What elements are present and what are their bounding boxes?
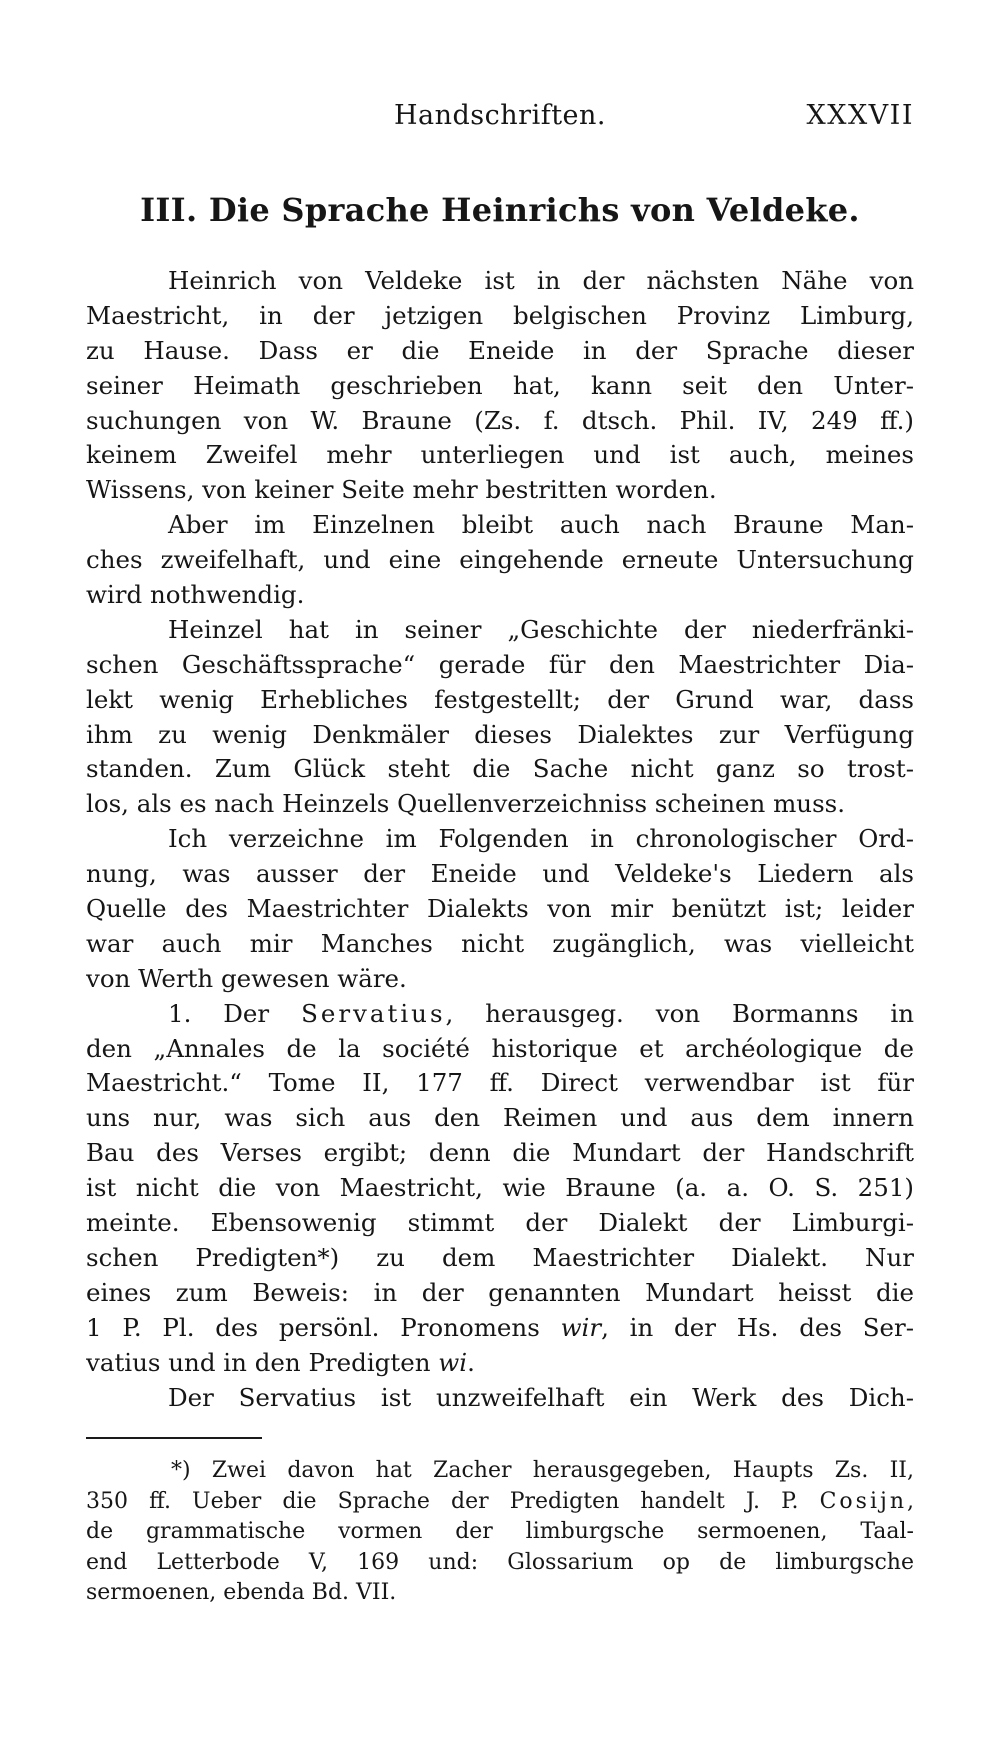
text-line: meinte. Ebensowenig stimmt der Dialekt der Limburgi-: [86, 1208, 914, 1238]
text-line: zu Hause. Dass er die Eneide in der Sprache dieser: [86, 335, 914, 365]
text-line: von Werth gewesen wäre.: [86, 963, 407, 993]
text-line: seiner Heimath geschrieben hat, kann seit den Unter-: [86, 370, 914, 400]
text-line: schen Geschäftssprache“ gerade für den Maestrichter Dia-: [86, 649, 914, 679]
text-line: Heinrich von Veldeke ist in der nächsten Nähe von: [168, 266, 914, 295]
footnote-line: *) Zwei davon hat Zacher herausgegeben, Haupts Zs. II,: [171, 1458, 914, 1483]
work-title-spaced: Servatius: [301, 998, 446, 1028]
text-line: uns nur, was sich aus den Reimen und aus dem innern: [86, 1103, 914, 1133]
text-line: Maestricht, in der jetzigen belgischen Provinz Limburg,: [86, 300, 914, 330]
text-line: standen. Zum Glück steht die Sache nicht ganz so trost-: [86, 754, 914, 784]
text-line: Ich verzeichne im Folgenden in chronologischer Ord-: [168, 824, 914, 854]
text-line: schen Predigten*) zu dem Maestrichter Dialekt. Nur: [86, 1242, 914, 1272]
text-line: war auch mir Manches nicht zugänglich, was vielleicht: [86, 928, 914, 958]
text-line: nung, was ausser der Eneide und Veldeke's Liedern als: [86, 859, 914, 889]
text-line: Wissens, von keiner Seite mehr bestritten worden.: [86, 475, 717, 505]
text-line: [86, 1346, 914, 1381]
text-line-part: 1 P. Pl. des persönl. Pronomens: [86, 1312, 561, 1342]
footnote-line-part: 350 ff. Ueber die Sprache der Predigten handelt J. P.: [86, 1488, 820, 1514]
footnote-line: end Letterbode V, 169 und: Glossarium op de limburgsche: [86, 1549, 914, 1575]
text-line: wird nothwendig.: [86, 580, 305, 610]
text-line: Der Servatius ist unzweifelhaft ein Werk des Dich-: [168, 1382, 914, 1412]
running-head-title: Handschriften.: [393, 100, 607, 131]
italic-word: wir: [560, 1312, 602, 1342]
footnote-line: sermoenen, ebenda Bd. VII.: [86, 1580, 397, 1605]
text-line-part: , herausgeg. von Bormanns in: [445, 998, 914, 1028]
footnote-line: de grammatische vormen der limburgsche sermoenen, Taal-: [86, 1519, 914, 1544]
text-line-part: 1. Der: [168, 998, 302, 1028]
text-line: los, als es nach Heinzels Quellenverzeichniss scheinen muss.: [86, 789, 846, 819]
text-line: [86, 1311, 914, 1346]
footnote-line-part: ,: [907, 1488, 914, 1514]
text-line: den „Annales de la société historique et archéologique de: [86, 1033, 914, 1063]
text-line: ihm zu wenig Denkmäler dieses Dialektes zur Verfügung: [86, 719, 914, 749]
page-number: XXXVII: [806, 100, 914, 131]
footnote-line: [86, 1487, 914, 1518]
text-line-part: , in der Hs. des Ser-: [601, 1312, 914, 1342]
text-line: ches zweifelhaft, und eine eingehende erneute Untersuchung: [86, 545, 914, 575]
text-line: eines zum Beweis: in der genannten Mundart heisst die: [86, 1277, 914, 1307]
text-line: Quelle des Maestrichter Dialekts von mir benützt ist; leider: [86, 894, 914, 924]
text-line: [86, 997, 914, 1032]
text-line: Bau des Verses ergibt; denn die Mundart der Handschrift: [86, 1138, 914, 1168]
text-line: Heinzel hat in seiner „Geschichte der niederfränki-: [168, 614, 914, 644]
body-text: [86, 264, 914, 1415]
italic-word: wi: [438, 1347, 468, 1377]
footnote-divider: [86, 1437, 262, 1439]
chapter-heading: III. Die Sprache Heinrichs von Veldeke.: [140, 191, 860, 229]
text-line-part: vatius und in den Predigten: [86, 1347, 439, 1377]
text-line: Aber im Einzelnen bleibt auch nach Braune Man-: [168, 510, 914, 540]
text-line: keinem Zweifel mehr unterliegen und ist auch, meines: [86, 440, 914, 470]
author-name-spaced: Cosijn: [819, 1488, 907, 1514]
text-line: ist nicht die von Maestricht, wie Braune (a. a. O. S. 251): [86, 1173, 914, 1203]
footnote: [86, 1456, 914, 1609]
text-line: lekt wenig Erhebliches festgestellt; der Grund war, dass: [86, 684, 914, 714]
text-line: Maestricht.“ Tome II, 177 ff. Direct verwendbar ist für: [86, 1068, 914, 1098]
text-line-part: .: [467, 1347, 475, 1377]
running-head: [86, 96, 914, 136]
text-line: suchungen von W. Braune (Zs. f. dtsch. Phil. IV, 249 ff.): [86, 405, 914, 435]
